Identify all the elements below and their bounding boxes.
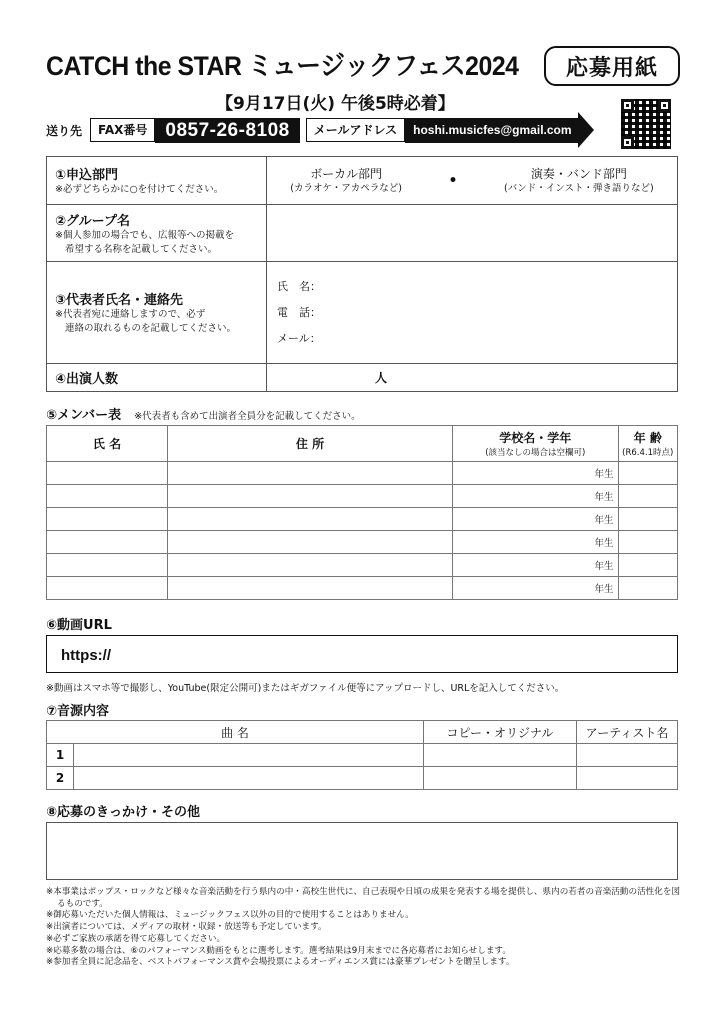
member-address-cell[interactable]: [168, 485, 453, 508]
col-age-label: 年 齢: [633, 431, 662, 445]
applicant-table: [46, 156, 678, 392]
songs-label: ⑦音源内容: [46, 704, 110, 719]
member-age-cell[interactable]: [618, 485, 677, 508]
form-badge: 応募用紙: [544, 46, 680, 86]
songs-table: [46, 720, 678, 790]
fax-label: FAX番号: [90, 118, 155, 142]
col-title: 曲 名: [47, 721, 424, 744]
member-school-cell[interactable]: [453, 554, 566, 577]
arrow-icon: [578, 112, 594, 148]
member-age-cell[interactable]: [618, 554, 677, 577]
grade-suffix: 年生: [565, 508, 618, 531]
deadline: 【9月17日(火) 午後5時必着】: [216, 94, 455, 114]
col-age-sub: (R6.4.1時点): [622, 448, 674, 458]
grade-suffix: 年生: [565, 485, 618, 508]
separator-dot: •: [448, 172, 458, 189]
send-to-row: [46, 116, 594, 144]
member-name-cell[interactable]: [47, 485, 168, 508]
member-address-cell[interactable]: [168, 577, 453, 600]
vocal-option-label: ボーカル部門: [310, 167, 382, 181]
rep-phone-field[interactable]: 電 話：: [277, 305, 321, 319]
rep-label: ③代表者氏名・連絡先: [55, 293, 184, 308]
members-label: ⑤メンバー表: [46, 408, 122, 423]
member-name-cell[interactable]: [47, 577, 168, 600]
col-age: [618, 426, 677, 462]
qr-code-icon[interactable]: [621, 99, 671, 149]
member-school-cell[interactable]: [453, 531, 566, 554]
member-age-cell[interactable]: [618, 462, 677, 485]
fax-number: 0857-26-8108: [155, 118, 299, 143]
members-note: ※代表者も含めて出演者全員分を記載してください。: [134, 411, 361, 422]
grade-suffix: 年生: [565, 577, 618, 600]
group-label: ②グループ名: [55, 213, 130, 229]
song-title-cell[interactable]: [74, 744, 424, 767]
footnote-item: ※必ずご家族の承諾を得て応募してください。: [46, 933, 226, 944]
song-type-cell[interactable]: [423, 744, 576, 767]
motive-field[interactable]: [46, 822, 678, 880]
rep-mail-field[interactable]: メール：: [277, 331, 321, 345]
member-address-cell[interactable]: [168, 462, 453, 485]
col-school-label: 学校名・学年: [499, 431, 572, 445]
member-school-cell[interactable]: [453, 577, 566, 600]
footnote-item: ※本事業はポップス・ロックなど様々な音楽活動を行う県内の中・高校生世代に、自己表現や日頃の成果を発表する場を提供し、県内の若者の音楽活動の活性化を図るものです。: [46, 887, 681, 909]
member-school-cell[interactable]: [453, 485, 566, 508]
member-address-cell[interactable]: [168, 554, 453, 577]
song-number: 2: [47, 767, 74, 790]
footnotes: [46, 887, 686, 969]
song-type-cell[interactable]: [423, 767, 576, 790]
member-name-cell[interactable]: [47, 554, 168, 577]
grade-suffix: 年生: [565, 531, 618, 554]
table-row: [47, 577, 678, 600]
col-school-sub: (該当なしの場合は空欄可): [485, 448, 586, 458]
vocal-option[interactable]: [290, 165, 402, 196]
footnote-item: ※御応募いただいた個人情報は、ミュージックフェス以外の目的で使用することはありません。: [46, 910, 414, 921]
table-row: [47, 554, 678, 577]
table-row: [47, 485, 678, 508]
member-name-cell[interactable]: [47, 462, 168, 485]
member-age-cell[interactable]: [618, 577, 677, 600]
rep-note-1: ※代表者宛に連絡しますので、必ず: [55, 309, 206, 320]
page-title: CATCH the STAR ミュージックフェス2024: [46, 51, 519, 81]
table-row: [47, 531, 678, 554]
members-table: [46, 425, 678, 600]
rep-name-field[interactable]: 氏 名：: [277, 279, 321, 293]
song-artist-cell[interactable]: [576, 744, 677, 767]
member-age-cell[interactable]: [618, 508, 677, 531]
member-school-cell[interactable]: [453, 508, 566, 531]
count-field[interactable]: [267, 364, 678, 392]
rep-note-2: 連絡の取れるものを記載してください。: [65, 323, 237, 334]
video-url-field[interactable]: https://: [46, 635, 678, 673]
grade-suffix: 年生: [565, 462, 618, 485]
member-age-cell[interactable]: [618, 531, 677, 554]
table-row: [47, 744, 678, 767]
song-number: 1: [47, 744, 74, 767]
video-label: ⑥動画URL: [46, 618, 112, 633]
table-row: [47, 462, 678, 485]
member-name-cell[interactable]: [47, 531, 168, 554]
footnote-item: ※参加者全員に記念品を、ベストパフォーマンス賞や会場投票によるオーディエンス賞には豪華プレゼントを贈呈します。: [46, 957, 515, 968]
footnote-item: ※応募多数の場合は、⑥のパフォーマンス動画をもとに選考します。選考結果は9月末までに各応募者にお知らせします。: [46, 945, 511, 956]
mail-address[interactable]: hoshi.musicfes@gmail.com: [405, 118, 577, 143]
members-heading: [46, 404, 361, 423]
song-title-cell[interactable]: [74, 767, 424, 790]
table-row: [47, 767, 678, 790]
col-name: 氏 名: [47, 426, 168, 462]
member-address-cell[interactable]: [168, 508, 453, 531]
col-school: [453, 426, 619, 462]
band-option-label: 演奏・バンド部門: [530, 167, 627, 181]
video-note: ※動画はスマホ等で撮影し、YouTube(限定公開可)またはギガファイル便等にアップロードし、URLを記入してください。: [46, 683, 565, 694]
group-note-1: ※個人参加の場合でも、広報等への掲載を: [55, 229, 234, 241]
division-note: ※必ずどちらかに○を付けてください。: [55, 184, 224, 195]
group-name-field[interactable]: [267, 205, 678, 262]
mail-label: メールアドレス: [306, 118, 405, 142]
grade-suffix: 年生: [565, 554, 618, 577]
col-type: コピー・オリジナル: [423, 721, 576, 744]
member-school-cell[interactable]: [453, 462, 566, 485]
member-address-cell[interactable]: [168, 531, 453, 554]
band-option-sub: (バンド・インスト・弾き語りなど): [504, 183, 654, 194]
col-artist: アーティスト名: [576, 721, 677, 744]
member-name-cell[interactable]: [47, 508, 168, 531]
motive-label: ⑧応募のきっかけ・その他: [46, 805, 201, 820]
table-row: [47, 508, 678, 531]
count-unit: 人: [375, 371, 388, 385]
footnote-item: ※出演者については、メディアの取材・収録・放送等も予定しています。: [46, 922, 327, 933]
song-artist-cell[interactable]: [576, 767, 677, 790]
band-option[interactable]: [504, 165, 654, 196]
group-note-2: 希望する名称を記載してください。: [65, 243, 218, 255]
division-label: ①申込部門: [55, 168, 119, 183]
send-to-label: 送り先: [46, 123, 83, 138]
col-address: 住 所: [168, 426, 453, 462]
vocal-option-sub: (カラオケ・アカペラなど): [290, 183, 402, 194]
count-label: ④出演人数: [47, 364, 267, 392]
